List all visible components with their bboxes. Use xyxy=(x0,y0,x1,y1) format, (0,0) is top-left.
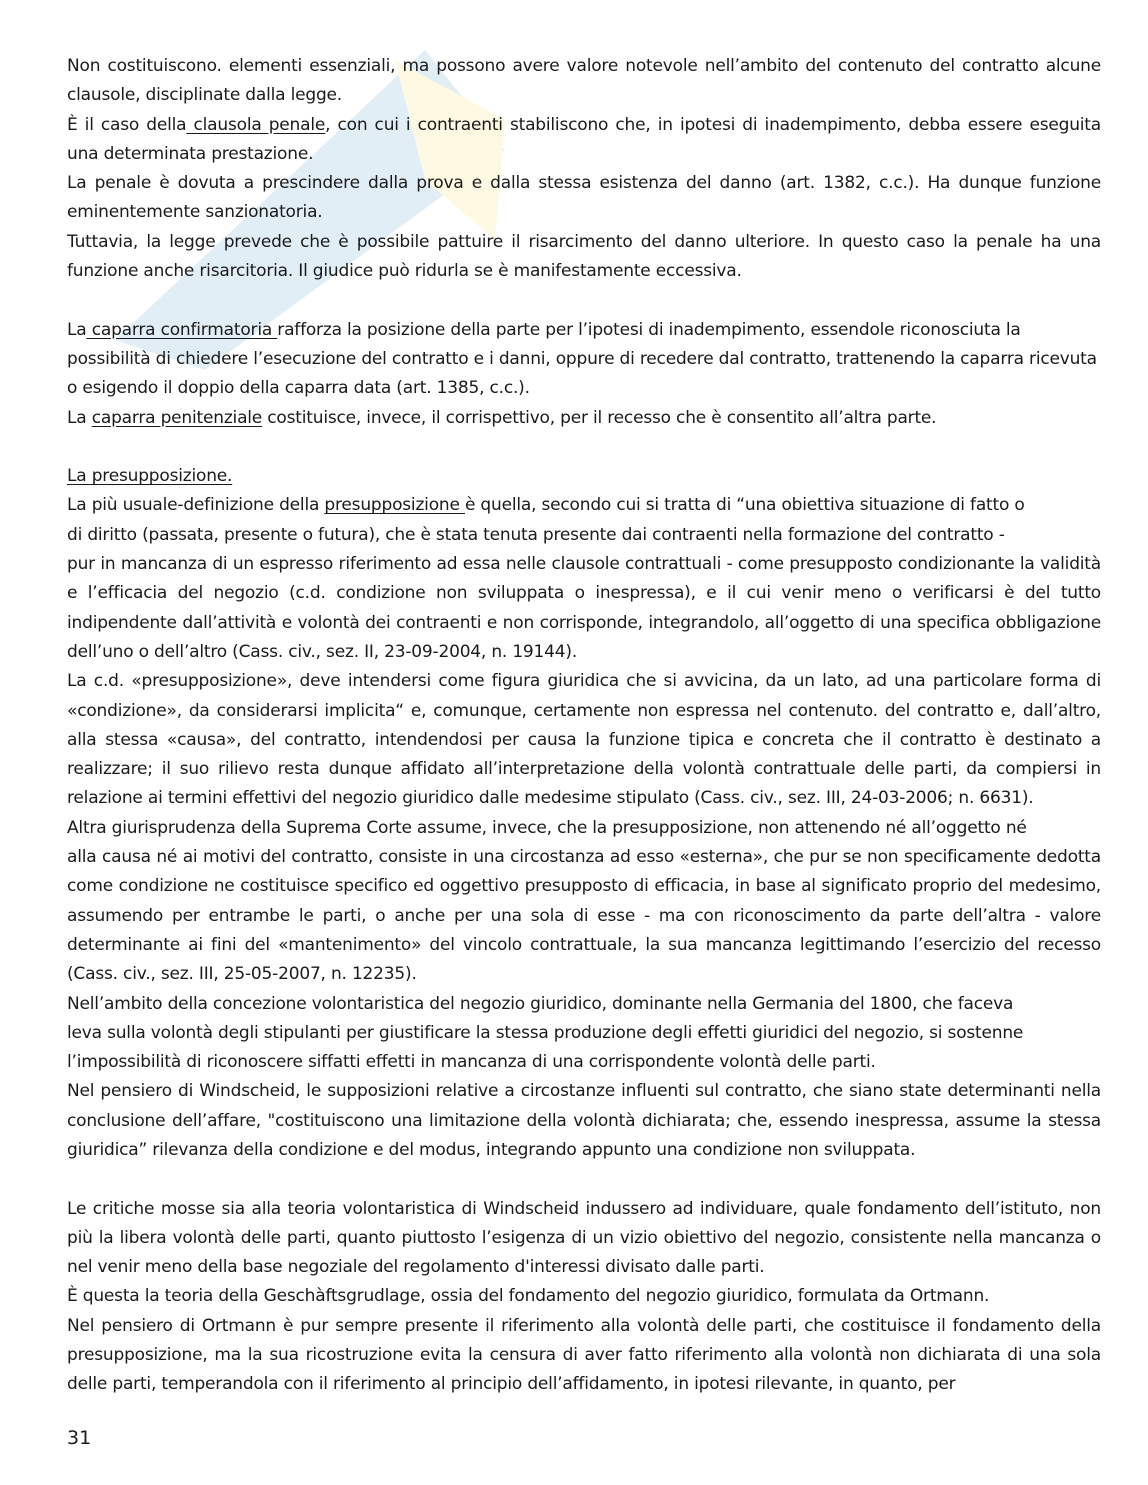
term-clausola-penale: clausola penale xyxy=(186,114,326,135)
paragraph-cd-presupposizione: La c.d. «presupposizione», deve intendersi come figura giuridica che si avvicina, da un lato, ad una particolare forma di «condizione», da considerarsi implicita“ e, comunque, certamente non espressa nel contenuto. del contratto e, dall’altro, alla stessa «causa», del contratto, intendendosi per causa la funzione tipica e concreta che il contratto è destinato a realizzare; il suo rilievo resta dunque affidato all’interpretazione della volontà contrattuale delle parti, da compiersi in relazione ai termini effettivi del negozio giuridico dalle medesime stipulato (Cass. civ., sez. III, 24-03-2006; n. 6631). xyxy=(67,671,1101,809)
paragraph-critiche: Le critiche mosse sia alla teoria volontaristica di Windscheid indussero ad individuare, quale fondamento dell’istituto, non più la libera volontà delle parti, quanto piuttosto l’esigenza di un vizio obiettivo del negozio, consistente nella mancanza o nel venir meno della base negoziale del regolamento d'interessi divisato dalle parti. xyxy=(67,1198,1101,1278)
paragraph-risarcimento: Tuttavia, la legge prevede che è possibile pattuire il risarcimento del danno ulteriore. In questo caso la penale ha una funzione anche risarcitoria. Il giudice può ridurla se è manifestamente eccessiva. xyxy=(67,231,1101,282)
term-presupposizione: presupposizione xyxy=(324,495,465,516)
paragraph-altra-giurisprudenza: Altra giurisprudenza della Suprema Corte assume, invece, che la presupposizione, non attenendo né all’oggetto né xyxy=(67,817,1027,838)
paragraph-penale-dovuta: La penale è dovuta a prescindere dalla prova e dalla stessa esistenza del danno (art. 1382, c.c.). Ha dunque funzione eminentemente sanzionatoria. xyxy=(67,173,1101,223)
paragraph-clausole: Non costituiscono. elementi essenziali, ma possono avere valore notevole nell’ambito del contenuto del contratto alcune clausole, disciplinate dalla legge. xyxy=(67,56,1101,106)
paragraph-concezione-volontaristica: Nell’ambito della concezione volontaristica del negozio giuridico, dominante nella Germania del 1800, che faceva leva sulla volontà degli stipulanti per giustificare la stessa produzione degli effetti giuridici del negozio, si sostenne l’impossibilità di riconoscere siffatti effetti in mancanza di una corrispondente volontà delle parti. xyxy=(67,993,1024,1073)
paragraph-caparra-confirmatoria: La caparra confirmatoria rafforza la posizione della parte per l’ipotesi di inadempimento, essendole riconosciuta la possibilità di chiedere l’esecuzione del contratto e i danni, oppure di recedere dal contratto, trattenendo la caparra ricevuta o esigendo il doppio della caparra data (art. 1385, c.c.). xyxy=(67,319,1097,399)
document-body xyxy=(67,52,1101,1400)
section-heading: La presupposizione. xyxy=(67,466,233,487)
paragraph-clausola-penale: È il caso della clausola penale, con cui i contraenti stabiliscono che, in ipotesi di inadempimento, debba essere eseguita una determinata prestazione. xyxy=(67,114,1101,164)
paragraph-ortmann: Nel pensiero di Ortmann è pur sempre presente il riferimento alla volontà delle parti, che costituisce il fondamento della presupposizione, ma la sua ricostruzione evita la censura di aver fatto riferimento alla volontà non dichiarata di una sola delle parti, temperandola con il riferimento al principio dell’affidamento, in ipotesi rilevante, in quanto, per xyxy=(67,1315,1101,1395)
paragraph-definizione-cont: pur in mancanza di un espresso riferimento ad essa nelle clausole contrattuali - come presupposto condizionante la validità e l’efficacia del negozio (c.d. condizione non sviluppata o inespressa), e il cui venir meno o verificarsi è del tutto indipendente dall’attività e volontà dei contraenti e non corrisponde, integrandolo, all’oggetto di una specifica obbligazione dell’uno o dell’altro (Cass. civ., sez. II, 23-09-2004, n. 19144). xyxy=(67,554,1101,662)
term-caparra-confirmatoria: caparra confirmatoria xyxy=(86,319,278,340)
paragraph-windscheid: Nel pensiero di Windscheid, le supposizioni relative a circostanze influenti sul contratto, che siano state determinanti nella conclusione dell’affare, "costituiscono una limitazione della volontà dichiarata; che, essendo inespressa, assume la stessa giuridica” rilevanza della condizione e del modus, integrando appunto una condizione non sviluppata. xyxy=(67,1081,1101,1160)
paragraph-definizione: La più usuale-definizione della presupposizione è quella, secondo cui si tratta di “una obiettiva situazione di fatto o di diritto (passata, presente o futura), che è stata tenuta presente dai contraenti nella formazione del contratto - xyxy=(67,495,1025,545)
page-number: 31 xyxy=(67,1427,92,1449)
paragraph-geschaftsgrundlage: È questa la teoria della Geschàftsgrudlage, ossia del fondamento del negozio giuridico, formulata da Ortmann. xyxy=(67,1286,990,1307)
paragraph-caparra-penitenziale: La caparra penitenziale costituisce, invece, il corrispettivo, per il recesso che è consentito all’altra parte. xyxy=(67,407,937,428)
term-caparra-penitenziale: caparra penitenziale xyxy=(91,407,263,428)
paragraph-altra-giurisprudenza-cont: alla causa né ai motivi del contratto, consiste in una circostanza ad esso «esterna», che pur se non specificamente dedotta come condizione ne costituisce specifico ed oggettivo presupposto di efficacia, in base al significato proprio del medesimo, assumendo per entrambe le parti, o anche per una sola di esse - ma con riconoscimento da parte dell’altra - valore determinante ai fini del «mantenimento» del vincolo contrattuale, la sua mancanza legittimando l’esercizio del recesso (Cass. civ., sez. III, 25-05-2007, n. 12235). xyxy=(67,847,1101,985)
